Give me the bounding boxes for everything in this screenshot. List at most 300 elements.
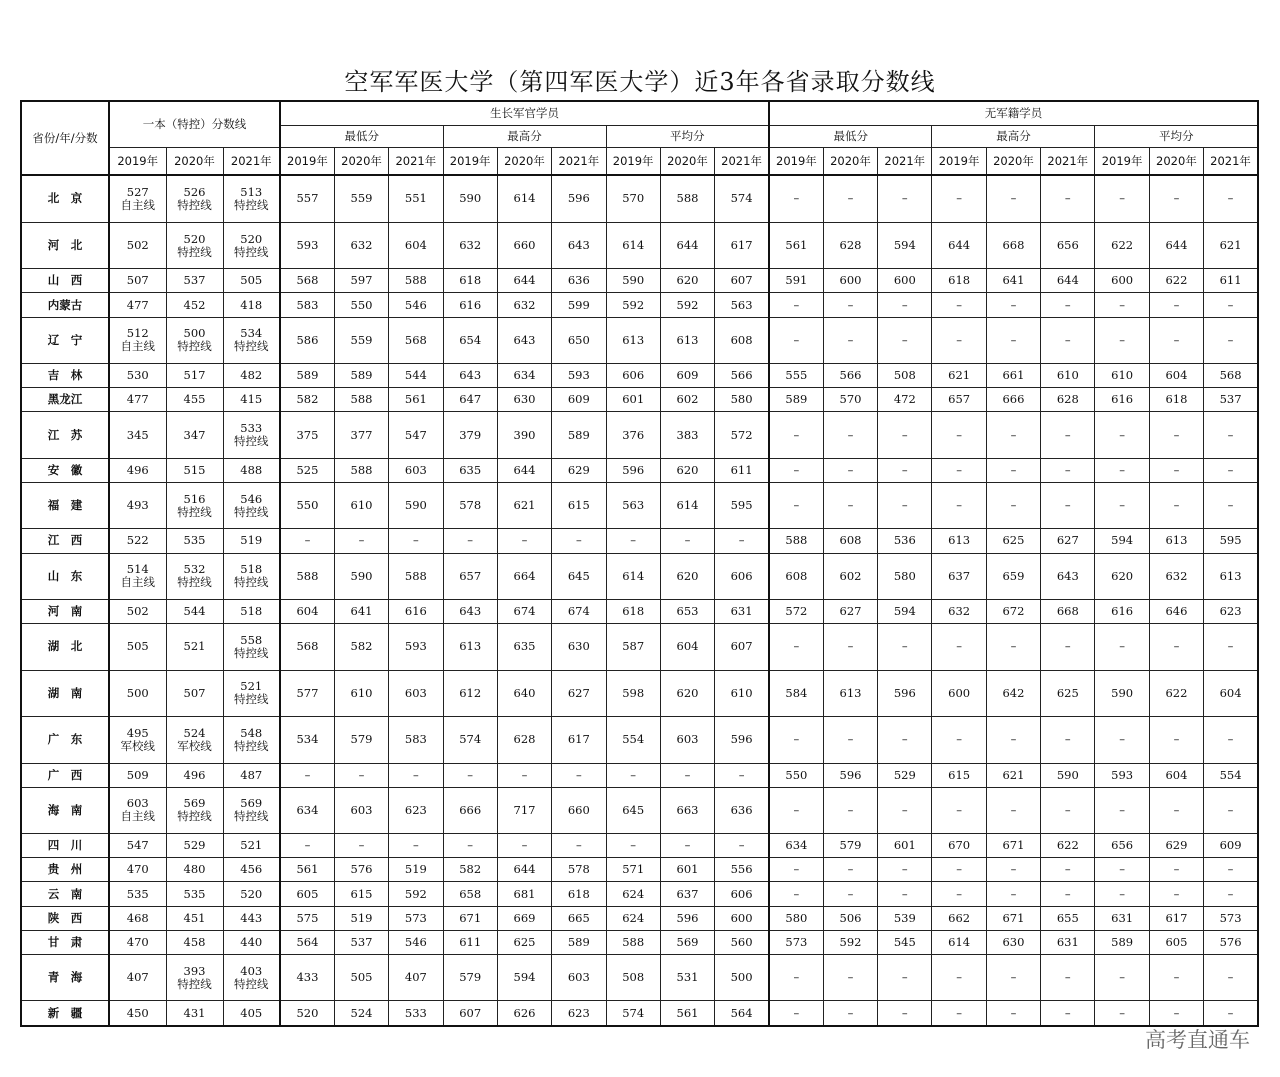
officer-score-cell: 641 — [334, 600, 388, 624]
civilian-score-cell: – — [1095, 858, 1149, 882]
cutoff-cell — [166, 458, 223, 482]
civilian-score-cell: 580 — [878, 553, 932, 600]
civilian-score-cell: 561 — [769, 222, 823, 269]
officer-score-cell: 572 — [715, 412, 769, 459]
civilian-score-cell: – — [1149, 458, 1203, 482]
officer-score-cell: 519 — [389, 858, 443, 882]
officer-score-cell: 617 — [715, 222, 769, 269]
officer-score-cell: 547 — [389, 412, 443, 459]
civilian-score-cell: 595 — [1204, 529, 1258, 553]
cutoff-cell — [223, 834, 280, 858]
civilian-score-cell: – — [878, 624, 932, 671]
officer-score-cell: 593 — [280, 222, 334, 269]
cutoff-value: 502 — [126, 604, 149, 619]
civilian-score-cell: 614 — [932, 930, 986, 954]
cutoff-value: 452 — [183, 297, 206, 312]
civilian-score-cell: – — [1041, 317, 1095, 364]
civilian-score-cell: 623 — [1204, 600, 1258, 624]
civilian-score-cell: – — [878, 1001, 932, 1026]
officer-score-cell: 596 — [552, 175, 606, 222]
officer-score-cell: 607 — [715, 624, 769, 671]
officer-score-cell: 592 — [389, 882, 443, 906]
civilian-score-cell: 627 — [1041, 529, 1095, 553]
officer-score-cell: 551 — [389, 175, 443, 222]
cutoff-note: 特控线 — [177, 197, 212, 212]
cutoff-value: 393 — [183, 963, 206, 978]
officer-score-cell: 580 — [715, 388, 769, 412]
cutoff-value: 546 — [240, 491, 263, 506]
civilian-score-cell: 613 — [1204, 553, 1258, 600]
officer-score-cell: 636 — [715, 787, 769, 834]
civilian-score-cell: 508 — [878, 364, 932, 388]
province-cell: 江 苏 — [21, 412, 109, 459]
cutoff-cell — [109, 529, 166, 553]
civilian-score-cell: 592 — [823, 930, 877, 954]
officer-score-cell: 390 — [497, 412, 551, 459]
header-year: 2020年 — [660, 147, 714, 175]
officer-score-cell: 570 — [606, 175, 660, 222]
civilian-score-cell: 594 — [1095, 529, 1149, 553]
header-year: 2020年 — [334, 147, 388, 175]
civilian-score-cell: 644 — [1149, 222, 1203, 269]
civilian-score-cell: 655 — [1041, 906, 1095, 930]
cutoff-value: 440 — [240, 934, 263, 949]
civilian-score-cell: – — [932, 717, 986, 764]
cutoff-cell — [223, 858, 280, 882]
officer-score-cell: 606 — [715, 553, 769, 600]
cutoff-value: 456 — [240, 862, 263, 877]
header-g2-avg: 平均分 — [1095, 125, 1258, 147]
officer-score-cell: 586 — [280, 317, 334, 364]
civilian-score-cell: – — [1204, 624, 1258, 671]
officer-score-cell: 614 — [606, 222, 660, 269]
officer-score-cell: 554 — [606, 717, 660, 764]
civilian-score-cell: 616 — [1095, 388, 1149, 412]
officer-score-cell: 660 — [552, 787, 606, 834]
civilian-score-cell: – — [878, 787, 932, 834]
officer-score-cell: – — [606, 763, 660, 787]
officer-score-cell: – — [497, 763, 551, 787]
civilian-score-cell: – — [769, 412, 823, 459]
officer-score-cell: 531 — [660, 954, 714, 1001]
officer-score-cell: 574 — [443, 717, 497, 764]
civilian-score-cell: – — [1204, 482, 1258, 529]
officer-score-cell: 625 — [497, 930, 551, 954]
civilian-score-cell: 615 — [932, 763, 986, 787]
civilian-score-cell: – — [1041, 787, 1095, 834]
table-row — [21, 858, 1258, 882]
officer-score-cell: 624 — [606, 882, 660, 906]
cutoff-note: 特控线 — [234, 809, 269, 824]
officer-score-cell: 588 — [660, 175, 714, 222]
header-g1-avg: 平均分 — [606, 125, 769, 147]
civilian-score-cell: – — [823, 624, 877, 671]
civilian-score-cell: – — [932, 624, 986, 671]
cutoff-value: 500 — [126, 685, 149, 700]
officer-score-cell: 564 — [715, 1001, 769, 1026]
cutoff-value: 516 — [183, 491, 206, 506]
officer-score-cell: 576 — [334, 858, 388, 882]
cutoff-value: 477 — [126, 392, 149, 407]
cutoff-cell — [109, 293, 166, 317]
officer-score-cell: 589 — [280, 364, 334, 388]
officer-score-cell: 561 — [280, 858, 334, 882]
civilian-score-cell: 584 — [769, 670, 823, 717]
civilian-score-cell: – — [1204, 882, 1258, 906]
civilian-score-cell: 610 — [1041, 364, 1095, 388]
civilian-score-cell: – — [1041, 882, 1095, 906]
cutoff-value: 535 — [183, 533, 206, 548]
civilian-score-cell: – — [986, 317, 1040, 364]
officer-score-cell: 550 — [334, 293, 388, 317]
civilian-score-cell: – — [1149, 882, 1203, 906]
officer-score-cell: 614 — [660, 482, 714, 529]
officer-score-cell: 571 — [606, 858, 660, 882]
table-row — [21, 624, 1258, 671]
officer-score-cell: 546 — [389, 293, 443, 317]
civilian-score-cell: – — [769, 175, 823, 222]
table-row — [21, 458, 1258, 482]
cutoff-note: 特控线 — [234, 197, 269, 212]
officer-score-cell: 632 — [443, 222, 497, 269]
civilian-score-cell: – — [1149, 624, 1203, 671]
officer-score-cell: 620 — [660, 670, 714, 717]
officer-score-cell: 594 — [497, 954, 551, 1001]
civilian-score-cell: – — [986, 787, 1040, 834]
civilian-score-cell: 536 — [878, 529, 932, 553]
civilian-score-cell: – — [823, 954, 877, 1001]
civilian-score-cell: 618 — [1149, 388, 1203, 412]
civilian-score-cell: – — [1095, 624, 1149, 671]
officer-score-cell: 618 — [443, 269, 497, 293]
officer-score-cell: 568 — [280, 269, 334, 293]
civilian-score-cell: 555 — [769, 364, 823, 388]
officer-score-cell: 632 — [334, 222, 388, 269]
officer-score-cell: 589 — [552, 412, 606, 459]
officer-score-cell: – — [715, 763, 769, 787]
civilian-score-cell: – — [1095, 954, 1149, 1001]
officer-score-cell: 556 — [715, 858, 769, 882]
province-cell: 甘 肃 — [21, 930, 109, 954]
officer-score-cell: 433 — [280, 954, 334, 1001]
civilian-score-cell: – — [1149, 858, 1203, 882]
civilian-score-cell: – — [878, 717, 932, 764]
officer-score-cell: 621 — [497, 482, 551, 529]
civilian-score-cell: – — [769, 858, 823, 882]
cutoff-note: 特控线 — [177, 504, 212, 519]
officer-score-cell: 588 — [606, 930, 660, 954]
cutoff-value: 507 — [126, 273, 149, 288]
officer-score-cell: – — [606, 529, 660, 553]
civilian-score-cell: 600 — [823, 269, 877, 293]
table-row — [21, 834, 1258, 858]
civilian-score-cell: 644 — [932, 222, 986, 269]
table-row — [21, 882, 1258, 906]
province-cell: 广 东 — [21, 717, 109, 764]
civilian-score-cell: – — [986, 482, 1040, 529]
civilian-score-cell: – — [932, 1001, 986, 1026]
cutoff-cell — [109, 906, 166, 930]
civilian-score-cell: 627 — [823, 600, 877, 624]
civilian-score-cell: 613 — [932, 529, 986, 553]
officer-score-cell: 595 — [715, 482, 769, 529]
officer-score-cell: 375 — [280, 412, 334, 459]
civilian-score-cell: 609 — [1204, 834, 1258, 858]
officer-score-cell: 588 — [280, 553, 334, 600]
civilian-score-cell: – — [932, 293, 986, 317]
civilian-score-cell: 628 — [823, 222, 877, 269]
civilian-score-cell: – — [986, 858, 1040, 882]
civilian-score-cell: – — [1041, 954, 1095, 1001]
officer-score-cell: 644 — [497, 458, 551, 482]
officer-score-cell: 663 — [660, 787, 714, 834]
civilian-score-cell: – — [1149, 482, 1203, 529]
officer-score-cell: 629 — [552, 458, 606, 482]
cutoff-cell — [109, 553, 166, 600]
cutoff-cell — [109, 858, 166, 882]
officer-score-cell: 608 — [715, 317, 769, 364]
cutoff-value: 544 — [183, 604, 206, 619]
officer-score-cell: 590 — [389, 482, 443, 529]
officer-score-cell: – — [280, 763, 334, 787]
officer-score-cell: 578 — [443, 482, 497, 529]
cutoff-cell — [166, 175, 223, 222]
civilian-score-cell: – — [1095, 482, 1149, 529]
officer-score-cell: 647 — [443, 388, 497, 412]
civilian-score-cell: 625 — [1041, 670, 1095, 717]
civilian-score-cell: 573 — [1204, 906, 1258, 930]
cutoff-cell — [223, 1001, 280, 1026]
cutoff-cell — [109, 482, 166, 529]
cutoff-cell — [109, 834, 166, 858]
civilian-score-cell: 590 — [1041, 763, 1095, 787]
civilian-score-cell: – — [878, 882, 932, 906]
civilian-score-cell: – — [823, 293, 877, 317]
header-year: 2021年 — [1041, 147, 1095, 175]
province-cell: 湖 南 — [21, 670, 109, 717]
civilian-score-cell: 596 — [878, 670, 932, 717]
header-year: 2019年 — [932, 147, 986, 175]
civilian-score-cell: – — [1041, 717, 1095, 764]
officer-score-cell: 640 — [497, 670, 551, 717]
cutoff-value: 505 — [126, 639, 149, 654]
civilian-score-cell: – — [986, 458, 1040, 482]
civilian-score-cell: – — [769, 954, 823, 1001]
officer-score-cell: 544 — [389, 364, 443, 388]
civilian-score-cell: 593 — [1095, 763, 1149, 787]
civilian-score-cell: – — [769, 624, 823, 671]
officer-score-cell: 654 — [443, 317, 497, 364]
table-row — [21, 717, 1258, 764]
officer-score-cell: – — [389, 763, 443, 787]
cutoff-cell — [109, 412, 166, 459]
header-g2-max: 最高分 — [932, 125, 1095, 147]
civilian-score-cell: 668 — [1041, 600, 1095, 624]
cutoff-cell — [166, 763, 223, 787]
officer-score-cell: 635 — [443, 458, 497, 482]
officer-score-cell: 560 — [715, 930, 769, 954]
cutoff-cell — [223, 670, 280, 717]
civilian-score-cell: – — [932, 882, 986, 906]
officer-score-cell: 643 — [443, 364, 497, 388]
province-cell: 福 建 — [21, 482, 109, 529]
table-row — [21, 670, 1258, 717]
header-group-civilian: 无军籍学员 — [769, 101, 1258, 125]
officer-score-cell: 596 — [715, 717, 769, 764]
table-row — [21, 293, 1258, 317]
officer-score-cell: 614 — [497, 175, 551, 222]
officer-score-cell: – — [715, 529, 769, 553]
watermark-text: 高考直通车 — [1145, 1028, 1250, 1052]
cutoff-value: 519 — [240, 533, 263, 548]
cutoff-value: 403 — [240, 963, 263, 978]
cutoff-note: 特控线 — [177, 244, 212, 259]
officer-score-cell: – — [660, 834, 714, 858]
cutoff-cell — [223, 412, 280, 459]
header-year: 2020年 — [986, 147, 1040, 175]
officer-score-cell: 550 — [280, 482, 334, 529]
cutoff-value: 500 — [183, 326, 206, 341]
officer-score-cell: 590 — [334, 553, 388, 600]
province-cell: 江 西 — [21, 529, 109, 553]
civilian-score-cell: – — [986, 1001, 1040, 1026]
officer-score-cell: 620 — [660, 269, 714, 293]
civilian-score-cell: 529 — [878, 763, 932, 787]
civilian-score-cell: – — [932, 954, 986, 1001]
cutoff-value: 507 — [183, 685, 206, 700]
officer-score-cell: 717 — [497, 787, 551, 834]
civilian-score-cell: – — [1041, 412, 1095, 459]
civilian-score-cell: – — [878, 412, 932, 459]
civilian-score-cell: – — [1149, 787, 1203, 834]
header-year: 2021年 — [223, 147, 280, 175]
officer-score-cell: 593 — [389, 624, 443, 671]
cutoff-value: 534 — [240, 326, 263, 341]
cutoff-cell — [223, 364, 280, 388]
civilian-score-cell: – — [1041, 175, 1095, 222]
civilian-score-cell: – — [1204, 175, 1258, 222]
cutoff-value: 477 — [126, 297, 149, 312]
officer-score-cell: 624 — [606, 906, 660, 930]
civilian-score-cell: 671 — [986, 906, 1040, 930]
civilian-score-cell: 610 — [1095, 364, 1149, 388]
cutoff-note: 自主线 — [120, 197, 155, 212]
cutoff-value: 537 — [183, 273, 206, 288]
cutoff-value: 407 — [126, 970, 149, 985]
officer-score-cell: 590 — [443, 175, 497, 222]
officer-score-cell: 604 — [280, 600, 334, 624]
officer-score-cell: 636 — [552, 269, 606, 293]
officer-score-cell: 599 — [552, 293, 606, 317]
province-cell: 云 南 — [21, 882, 109, 906]
civilian-score-cell: – — [986, 882, 1040, 906]
cutoff-value: 514 — [126, 562, 149, 577]
officer-score-cell: 606 — [606, 364, 660, 388]
cutoff-cell — [223, 624, 280, 671]
province-cell: 贵 州 — [21, 858, 109, 882]
cutoff-value: 512 — [126, 326, 149, 341]
table-row — [21, 412, 1258, 459]
civilian-score-cell: – — [1204, 717, 1258, 764]
civilian-score-cell: 625 — [986, 529, 1040, 553]
civilian-score-cell: – — [932, 412, 986, 459]
officer-score-cell: 582 — [334, 624, 388, 671]
officer-score-cell: 559 — [334, 175, 388, 222]
officer-score-cell: – — [443, 763, 497, 787]
cutoff-cell — [223, 906, 280, 930]
officer-score-cell: – — [715, 834, 769, 858]
officer-score-cell: 602 — [660, 388, 714, 412]
table-row — [21, 1001, 1258, 1026]
officer-score-cell: 674 — [552, 600, 606, 624]
province-cell: 黑龙江 — [21, 388, 109, 412]
cutoff-value: 535 — [183, 886, 206, 901]
cutoff-cell — [223, 388, 280, 412]
province-cell: 四 川 — [21, 834, 109, 858]
officer-score-cell: 666 — [443, 787, 497, 834]
cutoff-value: 520 — [240, 886, 263, 901]
civilian-score-cell: 643 — [1041, 553, 1095, 600]
cutoff-cell — [166, 717, 223, 764]
civilian-score-cell: – — [823, 412, 877, 459]
province-cell: 北 京 — [21, 175, 109, 222]
civilian-score-cell: 630 — [986, 930, 1040, 954]
cutoff-cell — [109, 787, 166, 834]
civilian-score-cell: – — [878, 858, 932, 882]
civilian-score-cell: – — [769, 882, 823, 906]
officer-score-cell: 616 — [389, 600, 443, 624]
cutoff-value: 468 — [126, 910, 149, 925]
civilian-score-cell: 621 — [986, 763, 1040, 787]
officer-score-cell: 607 — [715, 269, 769, 293]
civilian-score-cell: – — [986, 175, 1040, 222]
officer-score-cell: 616 — [443, 293, 497, 317]
cutoff-cell — [166, 600, 223, 624]
officer-score-cell: – — [280, 834, 334, 858]
cutoff-note: 特控线 — [177, 809, 212, 824]
cutoff-value: 443 — [240, 910, 263, 925]
officer-score-cell: 644 — [660, 222, 714, 269]
civilian-score-cell: 621 — [932, 364, 986, 388]
cutoff-value: 529 — [183, 838, 206, 853]
officer-score-cell: 578 — [552, 858, 606, 882]
officer-score-cell: – — [334, 834, 388, 858]
officer-score-cell: 537 — [334, 930, 388, 954]
officer-score-cell: 604 — [389, 222, 443, 269]
officer-score-cell: 546 — [389, 930, 443, 954]
officer-score-cell: – — [389, 834, 443, 858]
civilian-score-cell: 573 — [769, 930, 823, 954]
header-year: 2020年 — [1149, 147, 1203, 175]
table-row — [21, 763, 1258, 787]
officer-score-cell: 520 — [280, 1001, 334, 1026]
officer-score-cell: 376 — [606, 412, 660, 459]
cutoff-value: 450 — [126, 1005, 149, 1020]
cutoff-value: 527 — [126, 184, 149, 199]
officer-score-cell: 628 — [497, 717, 551, 764]
cutoff-cell — [166, 364, 223, 388]
header-year: 2020年 — [823, 147, 877, 175]
civilian-score-cell: 594 — [878, 222, 932, 269]
civilian-score-cell: – — [878, 954, 932, 1001]
officer-score-cell: 525 — [280, 458, 334, 482]
cutoff-value: 515 — [183, 462, 206, 477]
civilian-score-cell: – — [932, 458, 986, 482]
cutoff-cell — [223, 600, 280, 624]
officer-score-cell: 635 — [497, 624, 551, 671]
officer-score-cell: 630 — [497, 388, 551, 412]
table-row — [21, 364, 1258, 388]
